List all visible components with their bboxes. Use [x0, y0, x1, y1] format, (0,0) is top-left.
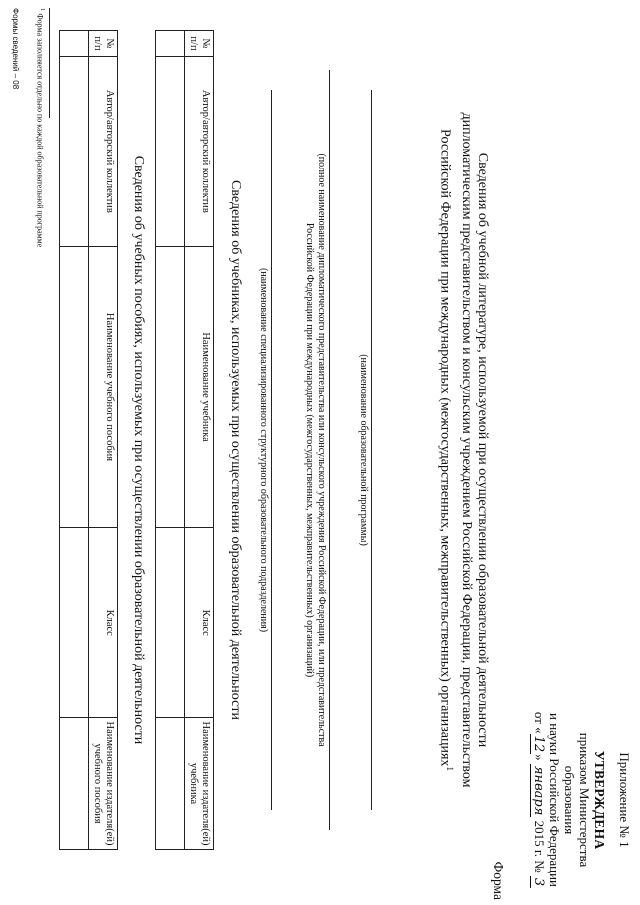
handwritten-order-number: 3 [531, 877, 546, 887]
date-prefix: от « [532, 711, 547, 734]
manuals-table [59, 30, 118, 850]
col-publisher: Наименование издателя(ей) учебного пособия [89, 718, 118, 850]
approval-block [531, 700, 632, 900]
footnote [35, 8, 46, 247]
title-line-3: Российской Федерации при международных (межгосударственных, межправительственных) организациях$^1$ [437, 129, 455, 771]
col-publisher: Наименование издателя(ей) учебника [185, 718, 214, 850]
col-author: Автор/авторский коллектив [89, 56, 118, 246]
table-row [60, 31, 89, 850]
order-date-line [531, 700, 547, 900]
handwritten-day: 12 [531, 735, 546, 753]
col-grade: Класс [185, 528, 214, 718]
approved-heading: УТВЕРЖДЕНА [592, 750, 607, 850]
title-footnote-mark: 1 [445, 766, 455, 771]
handwritten-month: января [531, 765, 546, 816]
textbooks-table [155, 30, 214, 850]
table-cell[interactable] [60, 246, 89, 528]
table-header-row [185, 31, 214, 850]
table-cell[interactable] [60, 31, 89, 57]
table-cell[interactable] [156, 31, 185, 57]
col-textbook-name: Наименование учебника [185, 246, 214, 528]
document-title [436, 50, 490, 850]
footnote-mark: 1 [39, 8, 46, 12]
title-line-2: дипломатическим представительством и консульским учреждением Российской Федерации, представительством [459, 112, 474, 788]
date-mid: » [532, 754, 547, 761]
unit-fill-line[interactable] [271, 90, 272, 810]
table-header-row [89, 31, 118, 850]
order-line-1: приказом Министерства образования [562, 732, 592, 868]
col-author: Автор/авторский коллектив [185, 56, 214, 246]
title-line-1: Сведения об учебной литературе, используемой при осуществлении образовательной деятельности [475, 152, 490, 748]
program-fill-line[interactable] [371, 90, 372, 810]
table-cell[interactable] [156, 246, 185, 528]
form-label: Форма [491, 861, 506, 900]
col-number: № п/п [185, 31, 214, 57]
col-manual-name: Наименование учебного пособия [89, 246, 118, 528]
organization-caption-line-1: (полное наименование дипломатического представительства или консульского учреждения Российской Федерации, или представительства [316, 153, 327, 747]
table-cell[interactable] [156, 56, 185, 246]
manuals-section-title: Сведения об учебных пособиях, используемых при осуществлении образовательной деятельности [131, 155, 146, 745]
col-grade: Класс [89, 528, 118, 718]
footnote-text: Форма заполняется отдельно по каждой образовательной программе [35, 13, 45, 248]
date-year: 2015 г. № [532, 820, 547, 873]
program-caption: (наименование образовательной программы) [358, 354, 369, 546]
appendix-number: Приложение № 1 [617, 752, 632, 848]
form-code: Формы сведений – 08 [11, 8, 20, 90]
table-cell[interactable] [60, 56, 89, 246]
organization-caption-line-2: Российской Федерации при международных (межгосударственных, межправительственных) организаций) [304, 222, 315, 678]
textbooks-section-title: Сведения об учебниках, используемых при осуществлении образовательной деятельности [228, 180, 243, 720]
unit-caption: (наименование специализированного структурного образовательного подразделения) [258, 267, 269, 633]
col-number: № п/п [89, 31, 118, 57]
footnote-divider [49, 8, 50, 118]
organization-fill-line[interactable] [329, 70, 330, 830]
table-row [156, 31, 185, 850]
table-cell[interactable] [156, 528, 185, 718]
organization-caption [303, 20, 327, 880]
order-line-2: и науки Российской Федерации [547, 712, 562, 887]
table-cell[interactable] [60, 718, 89, 850]
table-cell[interactable] [60, 528, 89, 718]
table-cell[interactable] [156, 718, 185, 850]
